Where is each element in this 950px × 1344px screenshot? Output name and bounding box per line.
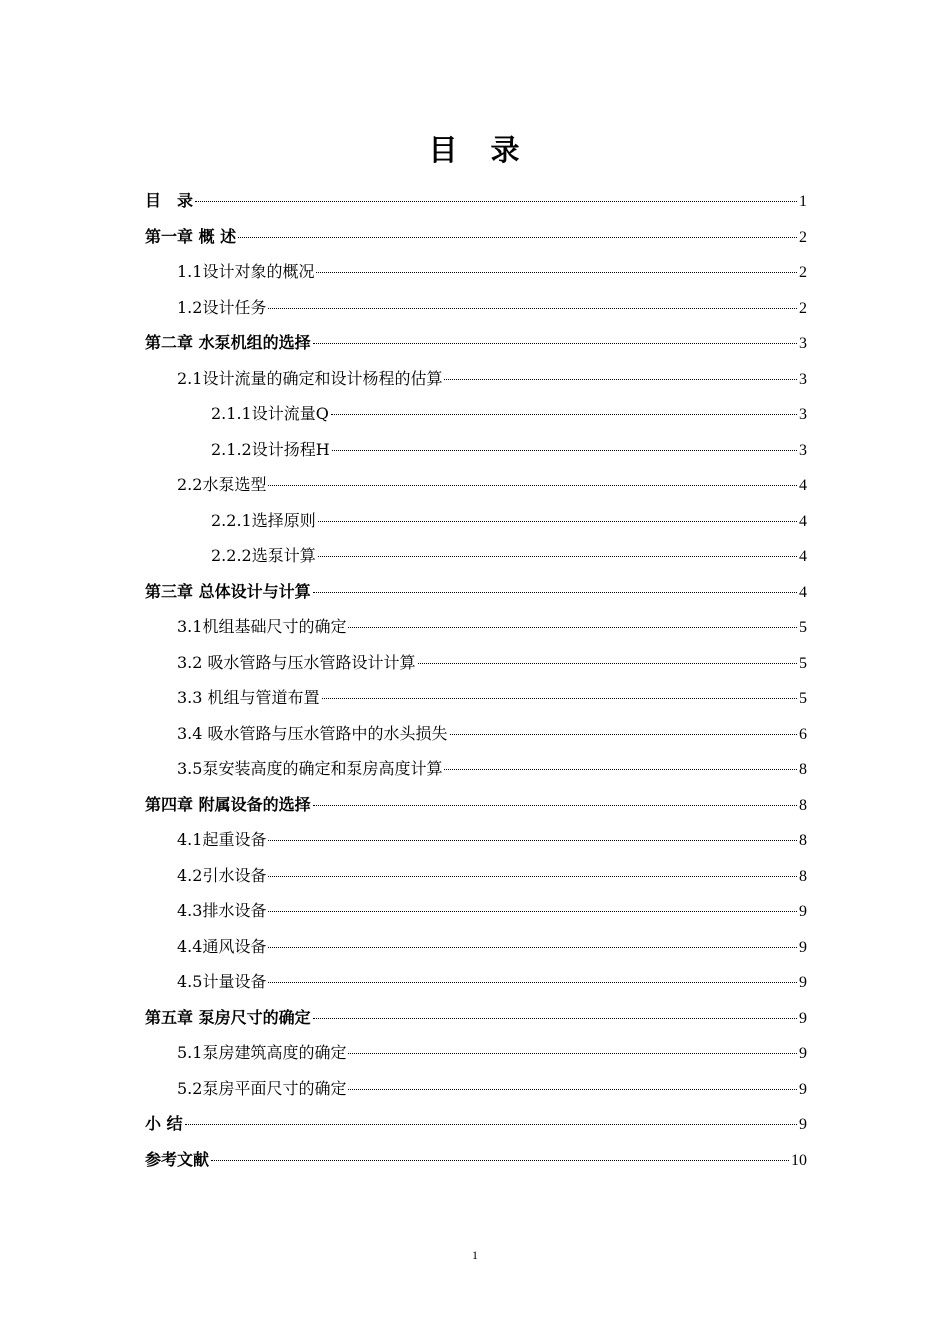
toc-entry-label: 1.1设计对象的概况 bbox=[177, 262, 315, 281]
toc-dot-leader bbox=[268, 308, 797, 309]
toc-entry-label: 2.1.2设计扬程H bbox=[211, 439, 330, 459]
toc-entry-label: 1.2设计任务 bbox=[177, 297, 267, 317]
toc-entry-label: 第五章 泵房尺寸的确定 bbox=[145, 1007, 311, 1027]
toc-entry[interactable] bbox=[145, 396, 807, 432]
toc-dot-leader bbox=[348, 1089, 797, 1090]
toc-dot-leader bbox=[268, 982, 797, 983]
table-of-contents bbox=[145, 183, 807, 1177]
toc-entry-page: 9 bbox=[799, 938, 807, 956]
toc-entry-page: 2 bbox=[799, 264, 807, 281]
toc-dot-leader bbox=[313, 343, 797, 344]
toc-entry-page: 4 bbox=[799, 477, 807, 494]
toc-entry-label: 2.2水泵选型 bbox=[177, 475, 267, 494]
toc-entry-label: 第三章 总体设计与计算 bbox=[145, 581, 311, 601]
toc-entry-label: 3.2 吸水管路与压水管路设计计算 bbox=[177, 652, 416, 672]
toc-entry-page: 4 bbox=[799, 548, 807, 565]
toc-entry[interactable] bbox=[145, 716, 807, 752]
toc-entry-page: 9 bbox=[799, 1116, 807, 1133]
toc-entry-page: 4 bbox=[799, 583, 807, 601]
toc-entry[interactable] bbox=[145, 574, 807, 610]
toc-entry-page: 3 bbox=[799, 370, 807, 388]
toc-entry-label: 4.5计量设备 bbox=[177, 972, 267, 991]
toc-entry[interactable] bbox=[145, 1142, 807, 1178]
toc-entry-page: 8 bbox=[799, 796, 807, 814]
toc-entry[interactable] bbox=[145, 183, 807, 219]
toc-entry[interactable] bbox=[145, 680, 807, 716]
toc-dot-leader bbox=[268, 911, 797, 912]
toc-entry-label: 2.1.1设计流量Q bbox=[211, 404, 329, 423]
toc-entry-label: 2.1设计流量的确定和设计杨程的估算 bbox=[177, 368, 443, 388]
toc-entry-label: 5.1泵房建筑高度的确定 bbox=[177, 1043, 347, 1062]
toc-entry-label: 第二章 水泵机组的选择 bbox=[145, 333, 311, 352]
toc-entry-page: 3 bbox=[799, 441, 807, 459]
toc-entry-page: 8 bbox=[799, 761, 807, 778]
toc-dot-leader bbox=[450, 734, 797, 735]
toc-entry-label: 5.2泵房平面尺寸的确定 bbox=[177, 1078, 347, 1098]
toc-entry-page: 10 bbox=[791, 1151, 807, 1169]
toc-entry[interactable] bbox=[145, 254, 807, 290]
toc-entry[interactable] bbox=[145, 645, 807, 681]
toc-dot-leader bbox=[268, 876, 797, 877]
toc-entry-label: 3.4 吸水管路与压水管路中的水头损失 bbox=[177, 723, 448, 743]
toc-entry-page: 6 bbox=[799, 725, 807, 743]
toc-entry[interactable] bbox=[145, 325, 807, 361]
toc-entry-label: 第一章 概 述 bbox=[145, 226, 237, 246]
toc-entry-page: 9 bbox=[799, 903, 807, 920]
toc-entry-label: 3.5泵安装高度的确定和泵房高度计算 bbox=[177, 759, 443, 778]
toc-dot-leader bbox=[313, 592, 797, 593]
toc-entry-label: 4.1起重设备 bbox=[177, 830, 267, 849]
toc-dot-leader bbox=[211, 1160, 789, 1161]
toc-entry[interactable] bbox=[145, 1000, 807, 1036]
toc-entry[interactable] bbox=[145, 1071, 807, 1107]
toc-entry[interactable] bbox=[145, 787, 807, 823]
toc-entry-label: 2.2.1选择原则 bbox=[211, 510, 316, 530]
toc-entry-page: 9 bbox=[799, 1080, 807, 1098]
toc-entry[interactable] bbox=[145, 290, 807, 326]
toc-dot-leader bbox=[444, 379, 797, 380]
toc-entry-label: 2.2.2选泵计算 bbox=[211, 546, 316, 565]
toc-entry[interactable] bbox=[145, 858, 807, 894]
toc-dot-leader bbox=[348, 627, 797, 628]
toc-dot-leader bbox=[268, 947, 797, 948]
toc-entry-page: 5 bbox=[799, 619, 807, 636]
toc-entry-page: 4 bbox=[799, 512, 807, 530]
toc-entry-label: 3.3 机组与管道布置 bbox=[177, 688, 320, 707]
toc-entry-page: 5 bbox=[799, 654, 807, 672]
toc-entry[interactable] bbox=[145, 538, 807, 574]
toc-entry-label: 目 录 bbox=[145, 191, 194, 210]
toc-dot-leader bbox=[238, 237, 797, 238]
toc-dot-leader bbox=[331, 414, 797, 415]
page-number: 1 bbox=[472, 1248, 478, 1262]
toc-entry-label: 参考文献 bbox=[145, 1149, 210, 1169]
toc-entry-label: 第四章 附属设备的选择 bbox=[145, 794, 311, 814]
toc-entry[interactable] bbox=[145, 1106, 807, 1142]
toc-entry-page: 2 bbox=[799, 299, 807, 317]
toc-entry-page: 9 bbox=[799, 1009, 807, 1027]
toc-entry-page: 9 bbox=[799, 1045, 807, 1062]
toc-dot-leader bbox=[313, 805, 797, 806]
toc-dot-leader bbox=[444, 769, 797, 770]
toc-dot-leader bbox=[185, 1124, 797, 1125]
toc-entry[interactable] bbox=[145, 219, 807, 255]
toc-dot-leader bbox=[268, 485, 797, 486]
page-title: 目 录 bbox=[428, 133, 522, 167]
toc-dot-leader bbox=[322, 698, 797, 699]
toc-entry-page: 1 bbox=[799, 193, 807, 210]
toc-dot-leader bbox=[313, 1018, 797, 1019]
toc-entry[interactable] bbox=[145, 361, 807, 397]
toc-entry-page: 3 bbox=[799, 335, 807, 352]
toc-entry-page: 3 bbox=[799, 406, 807, 423]
toc-entry-label: 小 结 bbox=[145, 1114, 183, 1133]
toc-entry[interactable] bbox=[145, 432, 807, 468]
toc-dot-leader bbox=[316, 272, 797, 273]
toc-entry[interactable] bbox=[145, 929, 807, 965]
toc-entry-label: 3.1机组基础尺寸的确定 bbox=[177, 617, 347, 636]
toc-entry[interactable] bbox=[145, 609, 807, 645]
toc-dot-leader bbox=[318, 556, 797, 557]
toc-entry[interactable] bbox=[145, 964, 807, 1000]
toc-entry[interactable] bbox=[145, 467, 807, 503]
toc-entry-page: 8 bbox=[799, 832, 807, 849]
toc-entry-page: 2 bbox=[799, 228, 807, 246]
toc-entry[interactable] bbox=[145, 503, 807, 539]
toc-entry[interactable] bbox=[145, 751, 807, 787]
toc-dot-leader bbox=[418, 663, 797, 664]
toc-entry[interactable] bbox=[145, 893, 807, 929]
toc-entry-label: 4.4通风设备 bbox=[177, 936, 267, 956]
toc-entry-page: 5 bbox=[799, 690, 807, 707]
toc-entry-label: 4.2引水设备 bbox=[177, 865, 267, 885]
toc-entry-page: 9 bbox=[799, 974, 807, 991]
toc-entry-label: 4.3排水设备 bbox=[177, 901, 267, 920]
toc-entry[interactable] bbox=[145, 1035, 807, 1071]
toc-entry[interactable] bbox=[145, 822, 807, 858]
toc-entry-page: 8 bbox=[799, 867, 807, 885]
toc-dot-leader bbox=[348, 1053, 797, 1054]
toc-dot-leader bbox=[332, 450, 797, 451]
toc-dot-leader bbox=[268, 840, 797, 841]
toc-dot-leader bbox=[318, 521, 797, 522]
toc-dot-leader bbox=[195, 201, 797, 202]
